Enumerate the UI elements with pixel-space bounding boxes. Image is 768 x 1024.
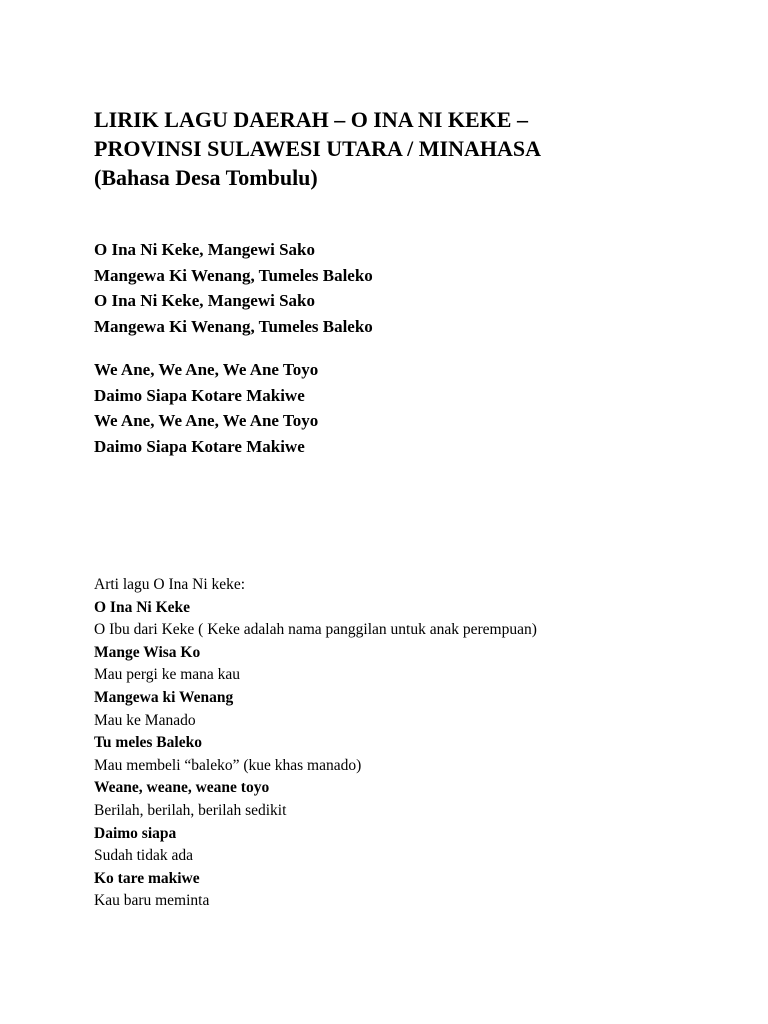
- lyric-line: Daimo Siapa Kotare Makiwe: [94, 385, 305, 405]
- lyric-line: We Ane, We Ane, We Ane Toyo: [94, 411, 319, 430]
- song-meaning-section: [94, 574, 734, 913]
- meaning-term: Daimo siapa: [94, 824, 177, 842]
- meaning-translation: Mau membeli “baleko” (kue khas manado): [94, 756, 362, 774]
- meaning-translation: Berilah, berilah, berilah sedikit: [94, 801, 287, 819]
- lyric-line: O Ina Ni Keke, Mangewi Sako: [94, 291, 316, 310]
- title-line-2: PROVINSI SULAWESI UTARA / MINAHASA: [94, 136, 542, 161]
- lyric-line: Mangewa Ki Wenang, Tumeles Baleko: [94, 265, 373, 285]
- meaning-translation: Sudah tidak ada: [94, 847, 194, 865]
- title-line-1: LIRIK LAGU DAERAH – O INA NI KEKE –: [94, 107, 528, 132]
- meaning-term: O Ina Ni Keke: [94, 598, 191, 616]
- meaning-translation: O Ibu dari Keke ( Keke adalah nama panggilan untuk anak perempuan): [94, 621, 537, 639]
- lyric-line: We Ane, We Ane, We Ane Toyo: [94, 360, 319, 379]
- lyric-line: O Ina Ni Keke, Mangewi Sako: [94, 240, 316, 259]
- meaning-translation: Mau pergi ke mana kau: [94, 666, 241, 684]
- meaning-term: Weane, weane, weane toyo: [94, 779, 270, 797]
- meaning-term: Mangewa ki Wenang: [94, 688, 234, 706]
- meaning-heading: Arti lagu O Ina Ni keke:: [94, 576, 246, 593]
- lyrics-stanza-1: [94, 237, 734, 339]
- lyrics-stanza-2: [94, 357, 734, 459]
- lyric-line: Daimo Siapa Kotare Makiwe: [94, 436, 305, 456]
- meaning-term: Tu meles Baleko: [94, 734, 202, 752]
- meaning-translation: Mau ke Manado: [94, 711, 196, 729]
- meaning-translation: Kau baru meminta: [94, 892, 210, 910]
- meaning-term: Mange Wisa Ko: [94, 643, 201, 661]
- title-line-3: (Bahasa Desa Tombulu): [94, 165, 318, 190]
- meaning-term: Ko tare makiwe: [94, 869, 200, 887]
- lyric-line: Mangewa Ki Wenang, Tumeles Baleko: [94, 316, 373, 336]
- page-title: [94, 105, 734, 192]
